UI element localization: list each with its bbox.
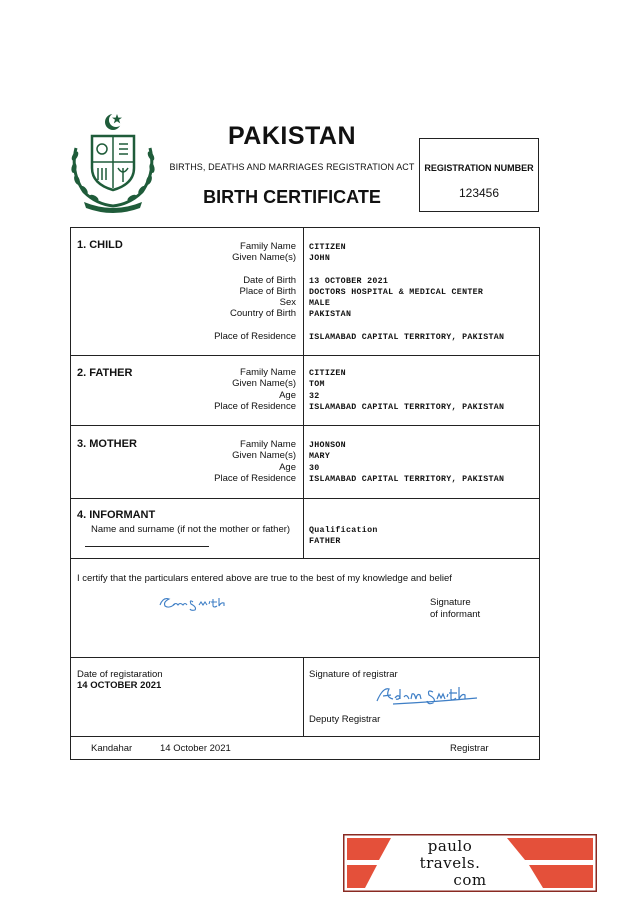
field-value: CITIZEN [309, 243, 346, 252]
logo-text [390, 838, 510, 889]
registration-date-label: Date of registaration [77, 669, 163, 680]
field-label: Family Name [240, 367, 296, 378]
field-label: Place of Residence [214, 330, 296, 342]
registrar-signature [373, 683, 483, 709]
father-labels [96, 367, 296, 412]
qualification-value: FATHER [309, 537, 341, 547]
registration-date-value: 14 OCTOBER 2021 [77, 680, 162, 691]
qualification-label: Qualification [309, 526, 378, 535]
registrar-title: Deputy Registrar [309, 714, 381, 725]
informant-signature-label [430, 597, 480, 620]
field-label: Date of Birth [243, 274, 296, 286]
field-value: MALE [309, 299, 331, 309]
logo-line: travels. [419, 854, 481, 872]
divider [71, 736, 539, 737]
field-value: ISLAMABAD CAPITAL TERRITORY, PAKISTAN [309, 474, 505, 484]
field-label: Place of Birth [239, 285, 296, 297]
mother-labels [96, 439, 296, 484]
certification-statement: I certify that the particulars entered above are true to the best of my knowledge and belief [77, 573, 452, 584]
informant-name-label: Name and surname (if not the mother or father) [91, 524, 291, 535]
footer-role: Registrar [450, 743, 489, 754]
field-label: Family Name [240, 439, 296, 450]
field-value: 13 OCTOBER 2021 [309, 276, 389, 286]
field-label: Age [279, 461, 296, 473]
father-values [309, 368, 537, 413]
informant-signature [157, 593, 233, 615]
field-value: MARY [309, 452, 331, 462]
field-label: Country of Birth [230, 308, 296, 320]
field-value: PAKISTAN [309, 310, 352, 320]
registration-act: BIRTHS, DEATHS AND MARRIAGES REGISTRATION ACT [169, 162, 415, 172]
divider [71, 425, 539, 426]
mother-values [309, 440, 537, 485]
field-label: Family Name [240, 241, 296, 252]
field-value: CITIZEN [309, 369, 346, 378]
field-value: 32 [309, 391, 320, 401]
signature-label-line: Signature [430, 597, 471, 608]
registration-number-box [419, 138, 539, 212]
field-value: DOCTORS HOSPITAL & MEDICAL CENTER [309, 287, 484, 297]
registrar-signature-label: Signature of registrar [309, 669, 398, 680]
child-labels [96, 241, 296, 342]
divider [71, 657, 539, 658]
informant-values [309, 525, 537, 548]
field-label: Place of Residence [214, 472, 296, 484]
field-label: Given Name(s) [232, 378, 296, 390]
field-value: TOM [309, 380, 325, 390]
divider [71, 558, 539, 559]
logo-line: paulo [427, 837, 473, 855]
divider [71, 498, 539, 499]
informant-name-line [85, 546, 209, 547]
signature-label-line: of informant [430, 608, 481, 620]
logo-line: com [453, 871, 487, 889]
field-label: Given Name(s) [232, 252, 296, 264]
field-value: JHONSON [309, 441, 346, 450]
section-title-father: 2. FATHER [77, 367, 133, 379]
document-title: BIRTH CERTIFICATE [203, 187, 381, 207]
divider [71, 355, 539, 356]
section-title-informant: 4. INFORMANT [77, 509, 156, 521]
divider [303, 657, 304, 736]
country-title: PAKISTAN [227, 122, 357, 150]
section-title-child: 1. CHILD [77, 239, 123, 251]
footer-place: Kandahar [91, 743, 133, 754]
divider [303, 228, 304, 558]
field-value: 30 [309, 463, 320, 473]
field-value: JOHN [309, 254, 331, 264]
registration-number-label: REGISTRATION NUMBER [424, 163, 534, 173]
footer-date: 14 October 2021 [160, 743, 231, 754]
child-values [309, 242, 537, 343]
field-value: ISLAMABAD CAPITAL TERRITORY, PAKISTAN [309, 402, 505, 412]
field-label: Age [279, 389, 296, 401]
field-label: Given Name(s) [232, 450, 296, 462]
certificate-table [70, 227, 540, 760]
field-value: ISLAMABAD CAPITAL TERRITORY, PAKISTAN [309, 332, 505, 342]
section-title-mother: 3. MOTHER [77, 438, 137, 450]
field-label: Sex [279, 297, 296, 309]
registration-number: 123456 [458, 186, 500, 200]
field-label: Place of Residence [214, 400, 296, 412]
state-emblem-icon [66, 110, 160, 214]
